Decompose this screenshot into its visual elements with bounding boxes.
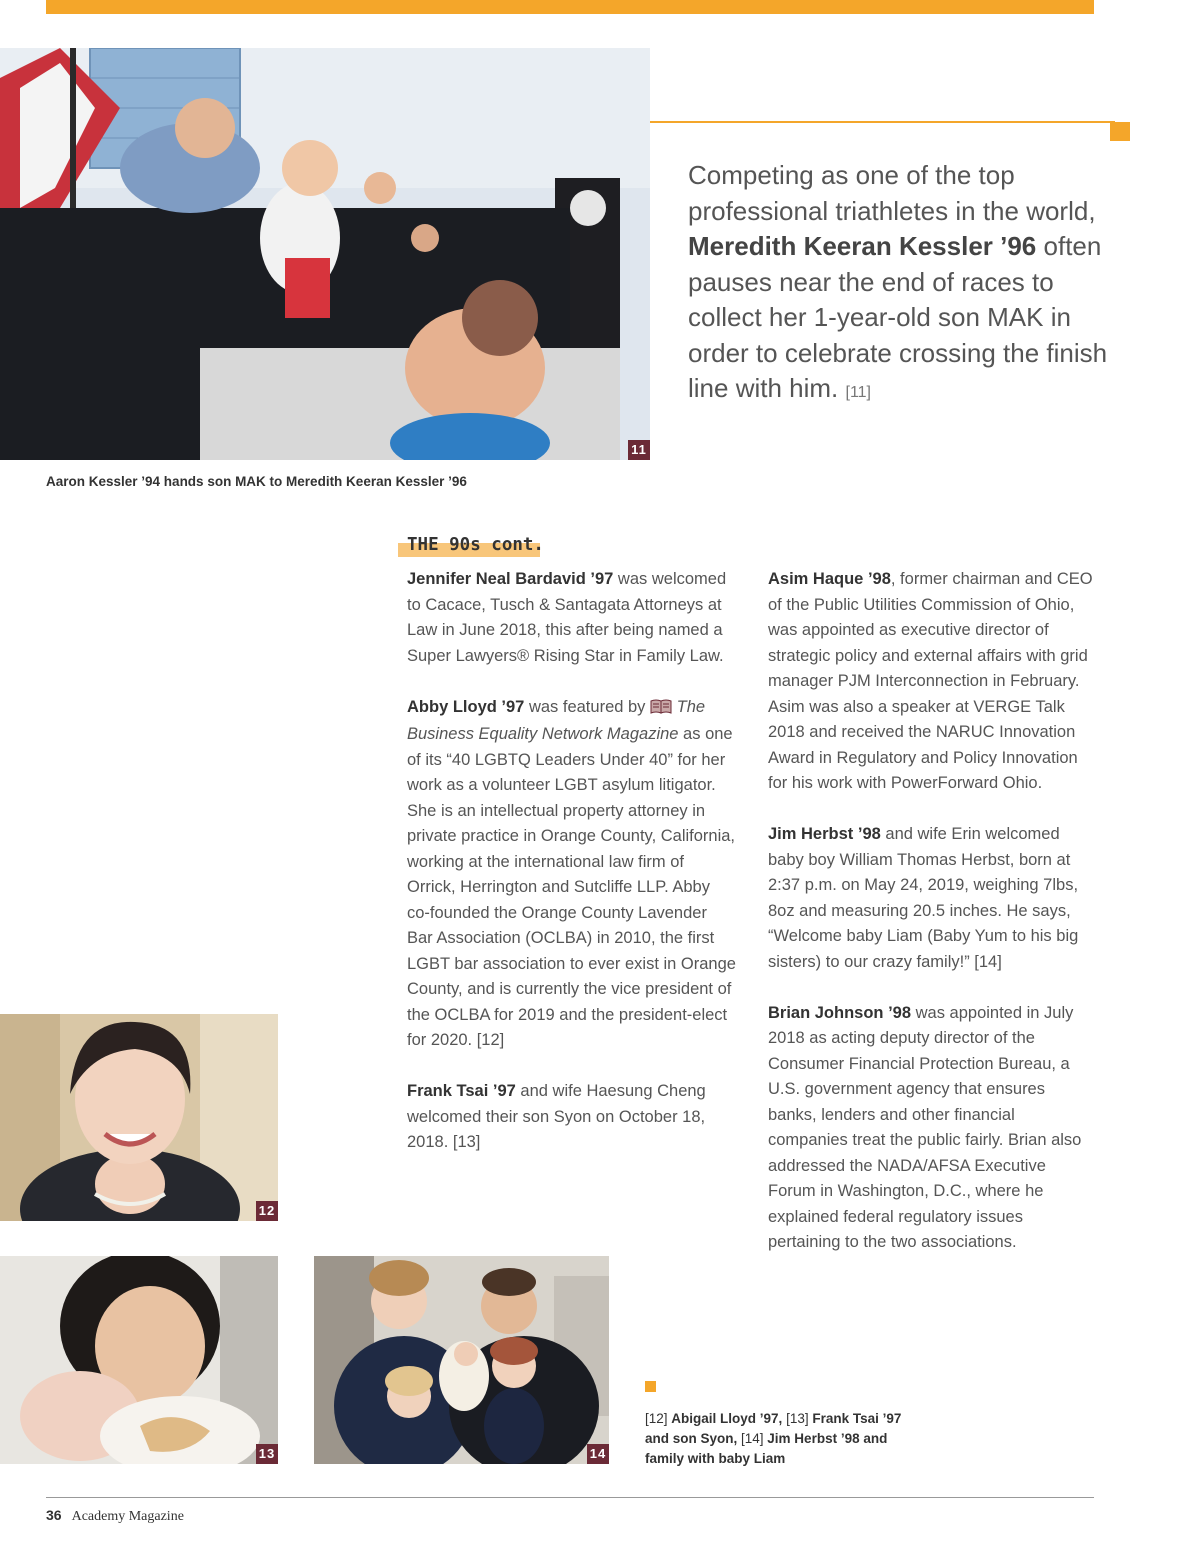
pull-quote: Competing as one of the top professional triathletes in the world, Meredith Keeran Kessler ’96 often pauses near the end of races to collect her 1-year-old son MAK in order to celebrate crossing the finish line with him. [11]: [688, 160, 1108, 403]
class-note: Jim Herbst ’98 and wife Erin welcomed baby boy William Thomas Herbst, born at 2:37 p.m. on May 24, 2019, weighing 7lbs, 8oz and measuring 20.5 inches. He says, “Welcome baby Liam (Baby Yum to his big sisters) to our crazy family!” [14]: [768, 825, 1079, 971]
pull-quote-accent-square: [1110, 122, 1130, 141]
caption-accent-square: [645, 1381, 656, 1392]
photo-number-badge: 13: [256, 1444, 278, 1464]
footer: [46, 1507, 184, 1525]
class-note: Abby Lloyd ’97 was featured by The Business Equality Network Magazine as one of its “40 LGBTQ Leaders Under 40” for her work as a volunteer LGBT asylum litigator. She is an intellectual property attorney in private practice in Orange County, California, working at the international law firm of Orrick, Herrington and Sutcliffe LLP. Abby co-founded the Orange County Lavender Bar Association (OCLBA) in 2010, the first LGBT bar association to ever exist in Orange County, and is currently the vice president of the OCLBA for 2019 and the president-elect for 2020. [12]: [407, 697, 736, 1049]
right-column: [768, 567, 1098, 1281]
class-note: Asim Haque ’98, former chairman and CEO of the Public Utilities Commission of Ohio, was appointed as executive director of strategic policy and external affairs with grid manager PJM Interconnection in February. Asim was also a speaker at VERGE Talk 2018 and received the NARUC Innovation Award in Regulatory and Policy Innovation for his work with PowerForward Ohio.: [768, 570, 1093, 792]
photo-number-badge: 11: [628, 440, 650, 460]
footer-rule: [46, 1497, 1094, 1498]
photo-herbst-family: [314, 1256, 609, 1464]
publication-title: Academy Magazine: [71, 1509, 184, 1524]
class-note: Jennifer Neal Bardavid ’97 was welcomed to Cacace, Tusch & Santagata Attorneys at Law in June 2018, this after being named a Super Lawyers® Rising Star in Family Law.: [407, 570, 727, 665]
section-heading: [398, 535, 544, 555]
left-column: [407, 567, 737, 1181]
top-accent-bar: [46, 0, 1094, 14]
section-title: THE 90s cont.: [407, 535, 544, 555]
photo-abigail-lloyd: [0, 1014, 278, 1221]
class-note: Brian Johnson ’98 was appointed in July 2018 as acting deputy director of the Consumer Financial Protection Bureau, a U.S. government agency that ensures banks, lenders and other financial companies treat the public fairly. Brian also addressed the NADA/AFSA Executive Forum in Washington, D.C., where he explained federal regulatory issues pertaining to the two associations.: [768, 1003, 1082, 1251]
main-photo-caption: Aaron Kessler ’94 hands son MAK to Meredith Keeran Kessler ’96: [46, 474, 467, 489]
photo-number-badge: 14: [587, 1444, 609, 1464]
photo-number-badge: 12: [256, 1201, 278, 1221]
page-number: 36: [46, 1507, 62, 1523]
photo-frank-tsai-son: [0, 1256, 278, 1464]
photo-triathlon-finish: [0, 48, 650, 460]
open-book-icon: [650, 697, 672, 723]
class-note: Frank Tsai ’97 and wife Haesung Cheng welcomed their son Syon on October 18, 2018. [13]: [407, 1082, 706, 1151]
photo-captions: [12] Abigail Lloyd ’97, [13] Frank Tsai ’97 and son Syon, [14] Jim Herbst ’98 and family with baby Liam: [645, 1411, 902, 1466]
pull-quote-rule: [650, 121, 1115, 123]
